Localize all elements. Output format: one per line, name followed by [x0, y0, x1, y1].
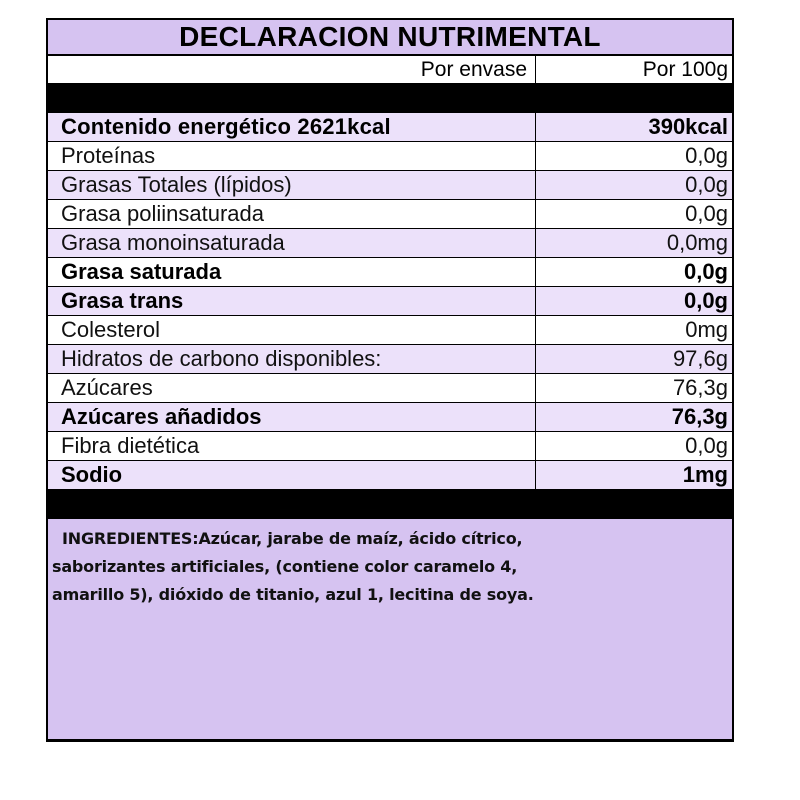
column-header-row — [48, 56, 732, 84]
nutrient-value: 390kcal — [648, 114, 728, 139]
nutrition-facts-panel — [46, 18, 734, 742]
nutrient-row-added-sugars — [48, 403, 732, 432]
nutrient-label: Grasa trans — [48, 287, 536, 315]
ingredients-line: amarillo 5), dióxido de titanio, azul 1, lecitina de soya. — [52, 585, 534, 604]
nutrient-table — [48, 113, 732, 489]
nutrient-label: Grasa saturada — [48, 258, 536, 286]
separator-bar — [48, 489, 732, 519]
nutrient-row-energy — [48, 113, 732, 142]
nutrient-row-sugars — [48, 374, 732, 403]
nutrient-value: 76,3g — [671, 404, 728, 429]
ingredients-text — [48, 519, 732, 739]
ingredients-line: INGREDIENTES:Azúcar, jarabe de maíz, ácido cítrico, — [62, 529, 523, 548]
nutrient-label: Azúcares añadidos — [48, 403, 536, 431]
nutrient-value: 1mg — [682, 462, 728, 487]
nutrient-row-total-fat — [48, 171, 732, 200]
nutrient-label: Grasa poliinsaturada — [48, 200, 536, 228]
nutrient-row-proteins — [48, 142, 732, 171]
nutrient-value: 0,0g — [683, 259, 728, 284]
nutrient-value: 0,0g — [685, 172, 728, 197]
nutrient-row-carbohydrates — [48, 345, 732, 374]
nutrient-row-trans-fat — [48, 287, 732, 316]
nutrient-row-sodium — [48, 461, 732, 489]
nutrient-value: 76,3g — [672, 375, 728, 400]
nutrient-row-polyunsaturated-fat — [48, 200, 732, 229]
nutrient-value: 0,0g — [685, 201, 728, 226]
nutrient-row-monounsaturated-fat — [48, 229, 732, 258]
nutrient-label: Hidratos de carbono disponibles: — [48, 345, 536, 373]
nutrient-label: Azúcares — [48, 374, 536, 402]
nutrient-row-dietary-fiber — [48, 432, 732, 461]
nutrient-label: Proteínas — [48, 142, 536, 170]
column-header-per-100g: Por 100g — [642, 58, 728, 81]
nutrient-value: 0,0mg — [666, 230, 728, 255]
nutrient-label: Grasa monoinsaturada — [48, 229, 536, 257]
column-header-per-package: Por envase — [48, 56, 536, 83]
nutrient-row-cholesterol — [48, 316, 732, 345]
nutrient-value: 97,6g — [672, 346, 728, 371]
nutrient-label: Contenido energético 2621kcal — [48, 113, 536, 141]
nutrient-label: Colesterol — [48, 316, 536, 344]
nutrient-label: Fibra dietética — [48, 432, 536, 460]
nutrient-label: Sodio — [48, 461, 536, 489]
nutrient-value: 0,0g — [685, 433, 728, 458]
nutrient-value: 0mg — [685, 317, 728, 342]
nutrient-label: Grasas Totales (lípidos) — [48, 171, 536, 199]
nutrient-value: 0,0g — [683, 288, 728, 313]
nutrient-row-saturated-fat — [48, 258, 732, 287]
panel-title: DECLARACION NUTRIMENTAL — [48, 20, 732, 56]
nutrient-value: 0,0g — [685, 143, 728, 168]
separator-bar — [48, 84, 732, 113]
ingredients-line: saborizantes artificiales, (contiene color caramelo 4, — [52, 557, 518, 576]
